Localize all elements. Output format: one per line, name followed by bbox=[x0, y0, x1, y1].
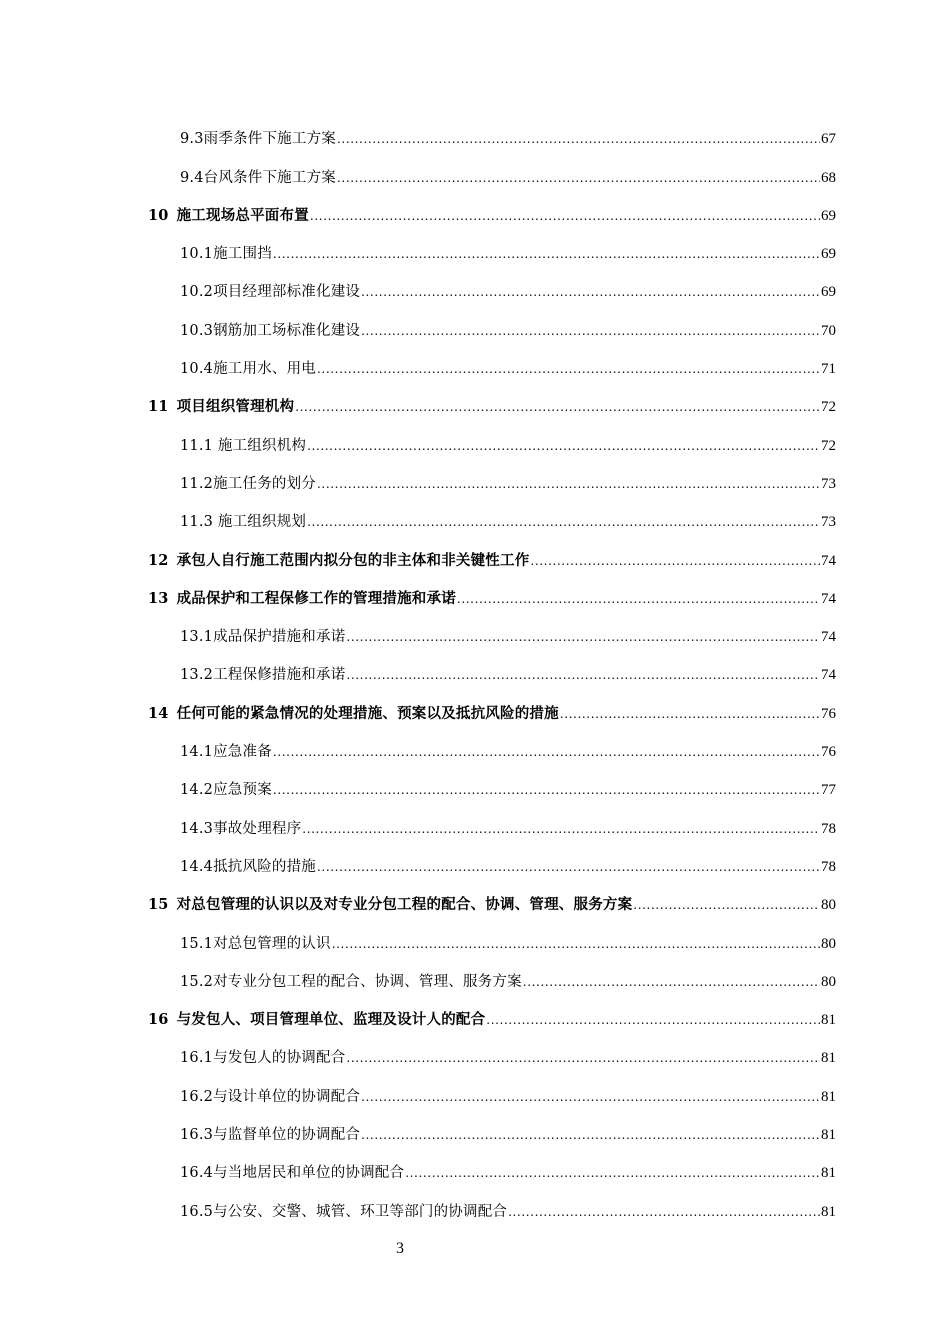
dot-leader bbox=[405, 1164, 820, 1182]
toc-entry[interactable] bbox=[148, 840, 836, 878]
toc-entry-page: 81 bbox=[821, 1088, 836, 1105]
dot-leader bbox=[361, 1126, 820, 1144]
dot-leader bbox=[332, 935, 820, 953]
toc-entry-page: 74 bbox=[821, 590, 836, 607]
toc-entry-title: 14.1应急准备 bbox=[180, 744, 272, 761]
toc-entry-page: 81 bbox=[821, 1050, 836, 1067]
dot-leader bbox=[361, 322, 820, 340]
toc-entry-page: 72 bbox=[821, 437, 836, 454]
dot-leader bbox=[560, 705, 820, 723]
dot-leader bbox=[346, 1049, 820, 1067]
dot-leader bbox=[273, 245, 820, 263]
toc-entry-page: 74 bbox=[821, 552, 836, 569]
dot-leader bbox=[346, 666, 820, 684]
toc-entry-title: 16.5与公安、交警、城管、环卫等部门的协调配合 bbox=[180, 1203, 508, 1220]
dot-leader bbox=[307, 513, 820, 531]
toc-entry[interactable] bbox=[148, 150, 836, 188]
toc-entry-page: 81 bbox=[821, 1165, 836, 1182]
toc-entry[interactable] bbox=[148, 303, 836, 341]
dot-leader bbox=[337, 169, 820, 187]
toc-entry-title: 10.2项目经理部标准化建设 bbox=[180, 284, 361, 301]
toc-entry-page: 77 bbox=[821, 782, 836, 799]
toc-entry-title: 10.4施工用水、用电 bbox=[180, 361, 316, 378]
toc-entry-title: 10.3钢筋加工场标准化建设 bbox=[180, 322, 361, 339]
dot-leader bbox=[337, 130, 820, 148]
toc-entry-title: 11 项目组织管理机构 bbox=[148, 398, 295, 416]
toc-entry-page: 69 bbox=[821, 284, 836, 301]
dot-leader bbox=[633, 896, 820, 914]
toc-entry-title: 14 任何可能的紧急情况的处理措施、预案以及抵抗风险的措施 bbox=[148, 704, 559, 722]
toc-entry-title: 16.2与设计单位的协调配合 bbox=[180, 1088, 361, 1105]
toc-entry-page: 81 bbox=[821, 1203, 836, 1220]
toc-entry-page: 69 bbox=[821, 207, 836, 224]
toc-entry[interactable] bbox=[148, 495, 836, 533]
toc-entry[interactable] bbox=[148, 1146, 836, 1184]
dot-leader bbox=[508, 1203, 820, 1221]
toc-entry-page: 78 bbox=[821, 858, 836, 875]
toc-entry[interactable] bbox=[148, 342, 836, 380]
toc-entry[interactable] bbox=[148, 725, 836, 763]
toc-entry-page: 80 bbox=[821, 897, 836, 914]
toc-entry[interactable] bbox=[148, 418, 836, 456]
dot-leader bbox=[317, 360, 820, 378]
toc-entry[interactable] bbox=[148, 533, 836, 571]
toc-entry-page: 76 bbox=[821, 744, 836, 761]
toc-entry[interactable] bbox=[148, 572, 836, 610]
dot-leader bbox=[273, 781, 820, 799]
toc-entry-page: 73 bbox=[821, 475, 836, 492]
toc-entry-page: 74 bbox=[821, 667, 836, 684]
toc-entry[interactable] bbox=[148, 1069, 836, 1107]
toc-entry-title: 14.3事故处理程序 bbox=[180, 820, 302, 837]
dot-leader bbox=[486, 1011, 820, 1029]
toc-entry-title: 16.4与当地居民和单位的协调配合 bbox=[180, 1165, 405, 1182]
toc-entry-title: 12 承包人自行施工范围内拟分包的非主体和非关键性工作 bbox=[148, 551, 530, 569]
toc-entry-title: 11.1 施工组织机构 bbox=[180, 437, 307, 454]
dot-leader bbox=[273, 743, 820, 761]
table-of-contents bbox=[148, 112, 836, 1223]
dot-leader bbox=[523, 973, 820, 991]
toc-entry-title: 9.4台风条件下施工方案 bbox=[180, 169, 336, 186]
toc-entry-page: 81 bbox=[821, 1127, 836, 1144]
dot-leader bbox=[317, 475, 820, 493]
toc-entry-page: 81 bbox=[821, 1012, 836, 1029]
toc-entry-title: 15.2对专业分包工程的配合、协调、管理、服务方案 bbox=[180, 973, 522, 990]
toc-entry-title: 16.3与监督单位的协调配合 bbox=[180, 1127, 361, 1144]
toc-entry-title: 14.4抵抗风险的措施 bbox=[180, 858, 316, 875]
toc-entry-title: 15.1对总包管理的认识 bbox=[180, 935, 331, 952]
dot-leader bbox=[310, 207, 820, 225]
toc-entry-page: 68 bbox=[821, 169, 836, 186]
dot-leader bbox=[302, 820, 820, 838]
toc-entry[interactable] bbox=[148, 380, 836, 418]
toc-entry[interactable] bbox=[148, 686, 836, 724]
toc-entry[interactable] bbox=[148, 265, 836, 303]
toc-entry-page: 74 bbox=[821, 629, 836, 646]
toc-entry[interactable] bbox=[148, 112, 836, 150]
page-number: 3 bbox=[396, 1240, 404, 1257]
dot-leader bbox=[307, 437, 820, 455]
toc-entry-title: 13.2工程保修措施和承诺 bbox=[180, 667, 346, 684]
toc-entry-title: 13 成品保护和工程保修工作的管理措施和承诺 bbox=[148, 589, 456, 607]
toc-entry[interactable] bbox=[148, 955, 836, 993]
toc-entry-page: 78 bbox=[821, 820, 836, 837]
toc-entry-page: 76 bbox=[821, 705, 836, 722]
toc-entry-title: 11.2施工任务的划分 bbox=[180, 475, 316, 492]
toc-entry[interactable] bbox=[148, 457, 836, 495]
toc-entry[interactable] bbox=[148, 1108, 836, 1146]
toc-entry-title: 11.3 施工组织规划 bbox=[180, 514, 307, 531]
dot-leader bbox=[361, 283, 820, 301]
toc-entry[interactable] bbox=[148, 1031, 836, 1069]
toc-entry-title: 16.1与发包人的协调配合 bbox=[180, 1050, 346, 1067]
toc-entry[interactable] bbox=[148, 916, 836, 954]
toc-entry-title: 9.3雨季条件下施工方案 bbox=[180, 131, 336, 148]
dot-leader bbox=[361, 1088, 820, 1106]
toc-entry[interactable] bbox=[148, 189, 836, 227]
toc-entry-page: 69 bbox=[821, 246, 836, 263]
toc-entry-page: 73 bbox=[821, 514, 836, 531]
toc-entry-title: 13.1成品保护措施和承诺 bbox=[180, 629, 346, 646]
toc-entry-page: 67 bbox=[821, 131, 836, 148]
toc-entry-title: 16 与发包人、项目管理单位、监理及设计人的配合 bbox=[148, 1011, 486, 1029]
dot-leader bbox=[317, 858, 820, 876]
toc-entry-title: 10 施工现场总平面布置 bbox=[148, 206, 309, 224]
toc-entry-title: 15 对总包管理的认识以及对专业分包工程的配合、协调、管理、服务方案 bbox=[148, 896, 633, 914]
toc-entry[interactable] bbox=[148, 993, 836, 1031]
dot-leader bbox=[295, 398, 820, 416]
toc-entry-page: 80 bbox=[821, 935, 836, 952]
dot-leader bbox=[457, 590, 820, 608]
toc-entry[interactable] bbox=[148, 878, 836, 916]
toc-entry[interactable] bbox=[148, 801, 836, 839]
toc-entry-page: 72 bbox=[821, 399, 836, 416]
toc-entry-page: 70 bbox=[821, 322, 836, 339]
toc-entry-title: 14.2应急预案 bbox=[180, 782, 272, 799]
toc-entry[interactable] bbox=[148, 763, 836, 801]
toc-entry[interactable] bbox=[148, 227, 836, 265]
toc-entry-page: 71 bbox=[821, 361, 836, 378]
toc-entry[interactable] bbox=[148, 1184, 836, 1222]
toc-entry[interactable] bbox=[148, 648, 836, 686]
toc-entry-title: 10.1施工围挡 bbox=[180, 246, 272, 263]
dot-leader bbox=[530, 552, 820, 570]
toc-entry-page: 80 bbox=[821, 973, 836, 990]
dot-leader bbox=[346, 628, 820, 646]
toc-entry[interactable] bbox=[148, 610, 836, 648]
